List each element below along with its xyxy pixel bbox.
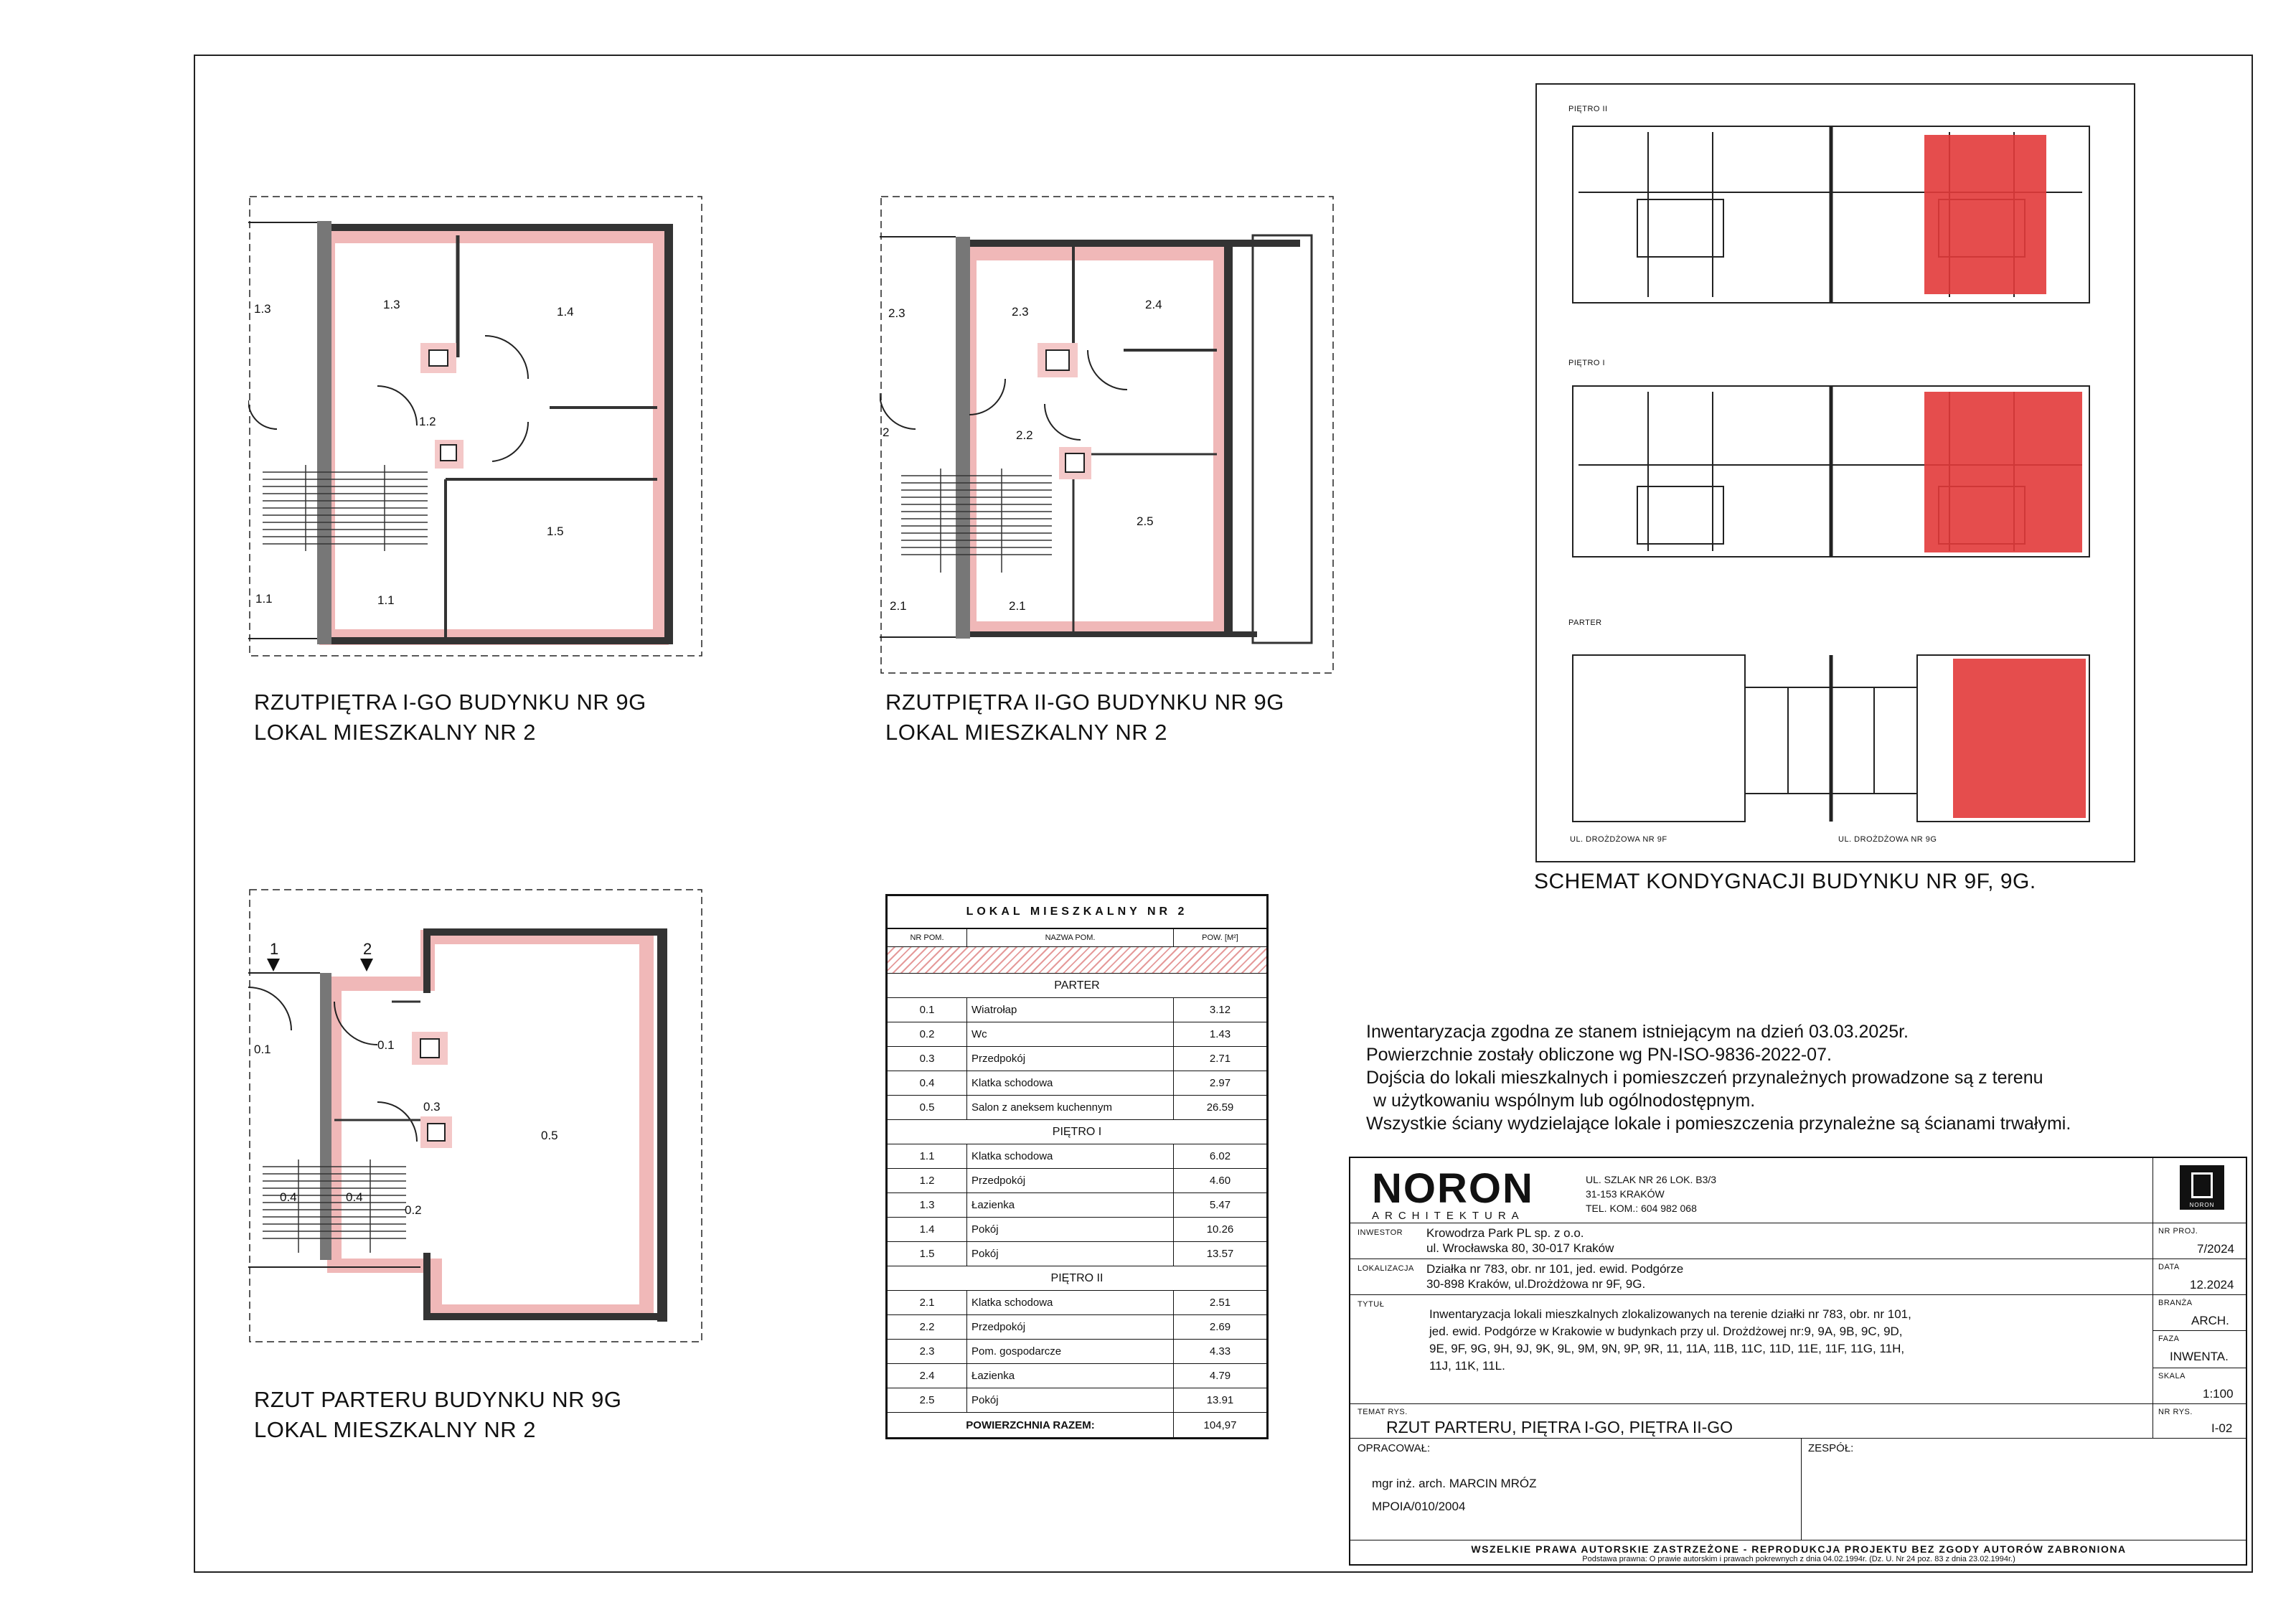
room-label: 1.3 [383, 298, 400, 311]
opracowal-value [1372, 1472, 1537, 1518]
room-number: 2.1 [888, 1291, 967, 1314]
room-name: Wc [967, 1022, 1174, 1046]
street-label-left: UL. DROŻDŻOWA NR 9F [1570, 835, 1667, 844]
room-name: Przedpokój [967, 1315, 1174, 1339]
room-label: 1.3 [254, 302, 271, 316]
total-label: POWIERZCHNIA RAZEM: [888, 1413, 1174, 1437]
room-area: 4.60 [1209, 1175, 1231, 1187]
col-area: POW. [M²] [1202, 933, 1238, 942]
room-name: Salon z aneksem kuchennym [967, 1096, 1174, 1119]
tytul-value [1429, 1306, 1911, 1375]
table-row [888, 1315, 1266, 1340]
schema-ground-label: PARTER [1568, 618, 1602, 627]
floor2-plan [880, 192, 1339, 680]
room-name: Pom. gospodarcze [967, 1340, 1174, 1363]
room-number: 1.1 [888, 1144, 967, 1168]
room-label: 0.1 [377, 1038, 395, 1052]
ground-plan [248, 887, 707, 1346]
table-row [888, 998, 1266, 1022]
room-area: 4.33 [1209, 1345, 1231, 1358]
floor2-caption [885, 687, 1284, 748]
room-label: 2 [883, 425, 890, 439]
room-label: 2.5 [1137, 514, 1154, 528]
ground-caption-line1: RZUT PARTERU BUDYNKU NR 9G [254, 1387, 622, 1412]
skala-value: 1:100 [2203, 1387, 2234, 1401]
section-marker: 2 [363, 940, 372, 958]
room-label: 2.3 [888, 306, 905, 320]
room-label: 2.3 [1012, 305, 1029, 319]
faza-value: INWENTA. [2170, 1350, 2229, 1363]
room-label: 1.1 [255, 592, 273, 606]
table-section-header: PIĘTRO I [888, 1120, 1266, 1144]
title-block [1349, 1157, 2247, 1566]
room-area: 2.97 [1209, 1077, 1231, 1089]
room-number: 2.5 [888, 1388, 967, 1412]
address-line: 31-153 KRAKÓW [1586, 1188, 1665, 1200]
room-label: 2.4 [1145, 298, 1162, 311]
inwestor-line: Krowodrza Park PL sp. z o.o. [1426, 1226, 1584, 1240]
schema-floor1-label: PIĘTRO I [1568, 359, 1606, 367]
schema-floor2-label: PIĘTRO II [1568, 105, 1608, 113]
room-number: 0.1 [888, 998, 967, 1022]
room-label: 0.4 [346, 1190, 363, 1204]
room-number: 0.3 [888, 1047, 967, 1071]
table-row [888, 1291, 1266, 1315]
data-value: 12.2024 [2190, 1278, 2234, 1292]
room-label: 1.1 [377, 593, 395, 607]
temat-value: RZUT PARTERU, PIĘTRA I-GO, PIĘTRA II-GO [1386, 1418, 1733, 1436]
label-branza: BRANŻA [2158, 1299, 2193, 1307]
branza-value: ARCH. [2191, 1314, 2229, 1327]
tytul-line: 9E, 9F, 9G, 9H, 9J, 9K, 9L, 9M, 9N, 9P, 9R, 11, 11A, 11B, 11C, 11D, 11E, 11F, 11G, 11H, [1429, 1342, 1905, 1355]
floor1-caption-line2: LOKAL MIESZKALNY NR 2 [254, 720, 536, 745]
room-name: Przedpokój [967, 1047, 1174, 1071]
tytul-line: Inwentaryzacja lokali mieszkalnych zlokalizowanych na terenie działki nr 783, obr. nr 101, [1429, 1307, 1911, 1321]
noron-mark-text: NORON [2189, 1202, 2215, 1208]
room-name: Przedpokój [967, 1169, 1174, 1192]
nrproj-value: 7/2024 [2197, 1242, 2234, 1256]
room-label: 2.1 [890, 599, 907, 613]
col-nr: NR POM. [888, 929, 967, 946]
address-line: TEL. KOM.: 604 982 068 [1586, 1203, 1697, 1214]
schema-drawing [1566, 113, 2111, 845]
room-label: 2.1 [1009, 599, 1026, 613]
table-row [888, 1022, 1266, 1047]
note-line: Inwentaryzacja zgodna ze stanem istniejącym na dzień 03.03.2025r. [1366, 1022, 1909, 1042]
schema-panel [1535, 83, 2135, 862]
tytul-line: jed. ewid. Podgórze w Krakowie w budynkach przy ul. Drożdżowej nr:9, 9A, 9B, 9C, 9D, [1429, 1325, 1903, 1338]
room-name: Łazienka [967, 1364, 1174, 1388]
table-total-row [888, 1413, 1266, 1437]
table-section-header: PARTER [888, 974, 1266, 998]
ground-caption-line2: LOKAL MIESZKALNY NR 2 [254, 1417, 536, 1442]
floor2-caption-line1: RZUTPIĘTRA II-GO BUDYNKU NR 9G [885, 690, 1284, 715]
room-table-header [888, 929, 1266, 947]
table-row [888, 1388, 1266, 1413]
room-number: 0.2 [888, 1022, 967, 1046]
room-area: 13.91 [1206, 1394, 1234, 1406]
total-value: 104,97 [1203, 1419, 1237, 1431]
floor1-plan [248, 192, 707, 666]
label-nrproj: NR PROJ. [2158, 1227, 2198, 1236]
label-inwestor: INWESTOR [1358, 1228, 1403, 1237]
section-marker: 1 [270, 940, 279, 958]
lokalizacja-value [1426, 1261, 1683, 1292]
room-name: Klatka schodowa [967, 1144, 1174, 1168]
room-area: 6.02 [1209, 1150, 1231, 1162]
room-number: 0.5 [888, 1096, 967, 1119]
street-label-right: UL. DROŻDŻOWA NR 9G [1838, 835, 1937, 844]
room-number: 1.2 [888, 1169, 967, 1192]
floor1-caption [254, 687, 646, 748]
room-label: 1.4 [557, 305, 574, 319]
table-row [888, 1144, 1266, 1169]
room-name: Pokój [967, 1218, 1174, 1241]
office-address [1586, 1172, 1716, 1215]
nrrys-value: I-02 [2211, 1421, 2233, 1435]
room-table [885, 894, 1269, 1439]
label-zespol: ZESPÓŁ: [1808, 1442, 1854, 1454]
inwestor-value [1426, 1226, 1614, 1256]
table-row [888, 1218, 1266, 1242]
room-area: 26.59 [1206, 1101, 1234, 1114]
room-label: 1.5 [547, 524, 564, 538]
label-nrrys: NR RYS. [2158, 1408, 2193, 1416]
note-line: Wszystkie ściany wydzielające lokale i pomieszczenia przynależne są ścianami trwałymi. [1366, 1114, 2071, 1134]
note-line: w użytkowaniu wspólnym lub ogólnodostępnym. [1373, 1091, 1756, 1111]
address-line: UL. SZLAK NR 26 LOK. B3/3 [1586, 1174, 1717, 1185]
table-row [888, 1047, 1266, 1071]
room-label: 0.2 [405, 1203, 422, 1217]
room-label: 0.5 [541, 1129, 558, 1142]
room-name: Klatka schodowa [967, 1291, 1174, 1314]
room-area: 13.57 [1206, 1248, 1234, 1260]
legal-line: Podstawa prawna: O prawie autorskim i prawach pokrewnych z dnia 04.02.1994r. (Dz. U. Nr 24 poz. 83 z dnia 23.02.1994r.) [1582, 1555, 2015, 1563]
room-area: 5.47 [1209, 1199, 1231, 1211]
noron-logo [1372, 1165, 1534, 1222]
noron-mark-icon [2191, 1172, 2213, 1198]
table-row [888, 1242, 1266, 1266]
table-hatch [888, 947, 1266, 974]
table-row [888, 1096, 1266, 1120]
author-name: mgr inż. arch. MARCIN MRÓZ [1372, 1477, 1537, 1490]
label-faza: FAZA [2158, 1335, 2180, 1343]
room-number: 1.5 [888, 1242, 967, 1266]
table-row [888, 1193, 1266, 1218]
room-area: 3.12 [1209, 1004, 1231, 1016]
room-area: 1.43 [1209, 1028, 1231, 1040]
room-name: Pokój [967, 1242, 1174, 1266]
floor2-caption-line2: LOKAL MIESZKALNY NR 2 [885, 720, 1167, 745]
label-tytul: TYTUŁ [1358, 1300, 1385, 1309]
logo-text: NORON [1372, 1165, 1534, 1212]
room-name: Łazienka [967, 1193, 1174, 1217]
notes [1366, 1020, 2071, 1135]
room-number: 2.4 [888, 1364, 967, 1388]
col-name: NAZWA POM. [967, 929, 1174, 946]
schema-title: SCHEMAT KONDYGNACJI BUDYNKU NR 9F, 9G. [1534, 870, 2036, 893]
table-row [888, 1071, 1266, 1096]
floor1-caption-line1: RZUTPIĘTRA I-GO BUDYNKU NR 9G [254, 690, 646, 715]
author-license: MPOIA/010/2004 [1372, 1500, 1466, 1513]
noron-mark [2180, 1165, 2224, 1210]
room-area: 10.26 [1206, 1223, 1234, 1236]
lokalizacja-line: Działka nr 783, obr. nr 101, jed. ewid. Podgórze [1426, 1262, 1684, 1276]
ground-caption [254, 1385, 622, 1445]
room-number: 2.3 [888, 1340, 967, 1363]
room-number: 2.2 [888, 1315, 967, 1339]
logo-subtext: ARCHITEKTURA [1372, 1210, 1525, 1222]
room-table-body [888, 974, 1266, 1413]
room-label: 0.3 [423, 1100, 441, 1114]
room-area: 2.69 [1209, 1321, 1231, 1333]
inwestor-line: ul. Wrocławska 80, 30-017 Kraków [1426, 1241, 1614, 1255]
table-row [888, 1340, 1266, 1364]
room-name: Pokój [967, 1388, 1174, 1412]
label-lokalizacja: LOKALIZACJA [1358, 1264, 1414, 1273]
label-temat: TEMAT RYS. [1358, 1408, 1408, 1416]
room-label: 0.1 [254, 1043, 271, 1056]
room-name: Wiatrołap [967, 998, 1174, 1022]
room-area: 2.71 [1209, 1053, 1231, 1065]
lokalizacja-line: 30-898 Kraków, ul.Drożdżowa nr 9F, 9G. [1426, 1277, 1646, 1291]
room-table-title: LOKAL MIESZKALNY NR 2 [888, 896, 1266, 929]
label-data: DATA [2158, 1263, 2180, 1271]
table-row [888, 1169, 1266, 1193]
room-number: 0.4 [888, 1071, 967, 1095]
label-opracowal: OPRACOWAŁ: [1358, 1442, 1431, 1454]
room-number: 1.4 [888, 1218, 967, 1241]
room-area: 2.51 [1209, 1297, 1231, 1309]
room-area: 4.79 [1209, 1370, 1231, 1382]
room-name: Klatka schodowa [967, 1071, 1174, 1095]
room-number: 1.3 [888, 1193, 967, 1217]
room-label: 2.2 [1016, 428, 1033, 442]
note-line: Dojścia do lokali mieszkalnych i pomieszczeń przynależnych prowadzone są z terenu [1366, 1068, 2043, 1088]
label-skala: SKALA [2158, 1372, 2186, 1380]
room-label: 1.2 [419, 415, 436, 428]
tytul-line: 11J, 11K, 11L. [1429, 1359, 1505, 1373]
table-section-header: PIĘTRO II [888, 1266, 1266, 1291]
table-row [888, 1364, 1266, 1388]
copyright-line: WSZELKIE PRAWA AUTORSKIE ZASTRZEŻONE - REPRODUKCJA PROJEKTU BEZ ZGODY AUTORÓW ZABRONIONA [1471, 1543, 2127, 1555]
room-label: 0.4 [280, 1190, 297, 1204]
note-line: Powierzchnie zostały obliczone wg PN-ISO-9836-2022-07. [1366, 1045, 1832, 1065]
